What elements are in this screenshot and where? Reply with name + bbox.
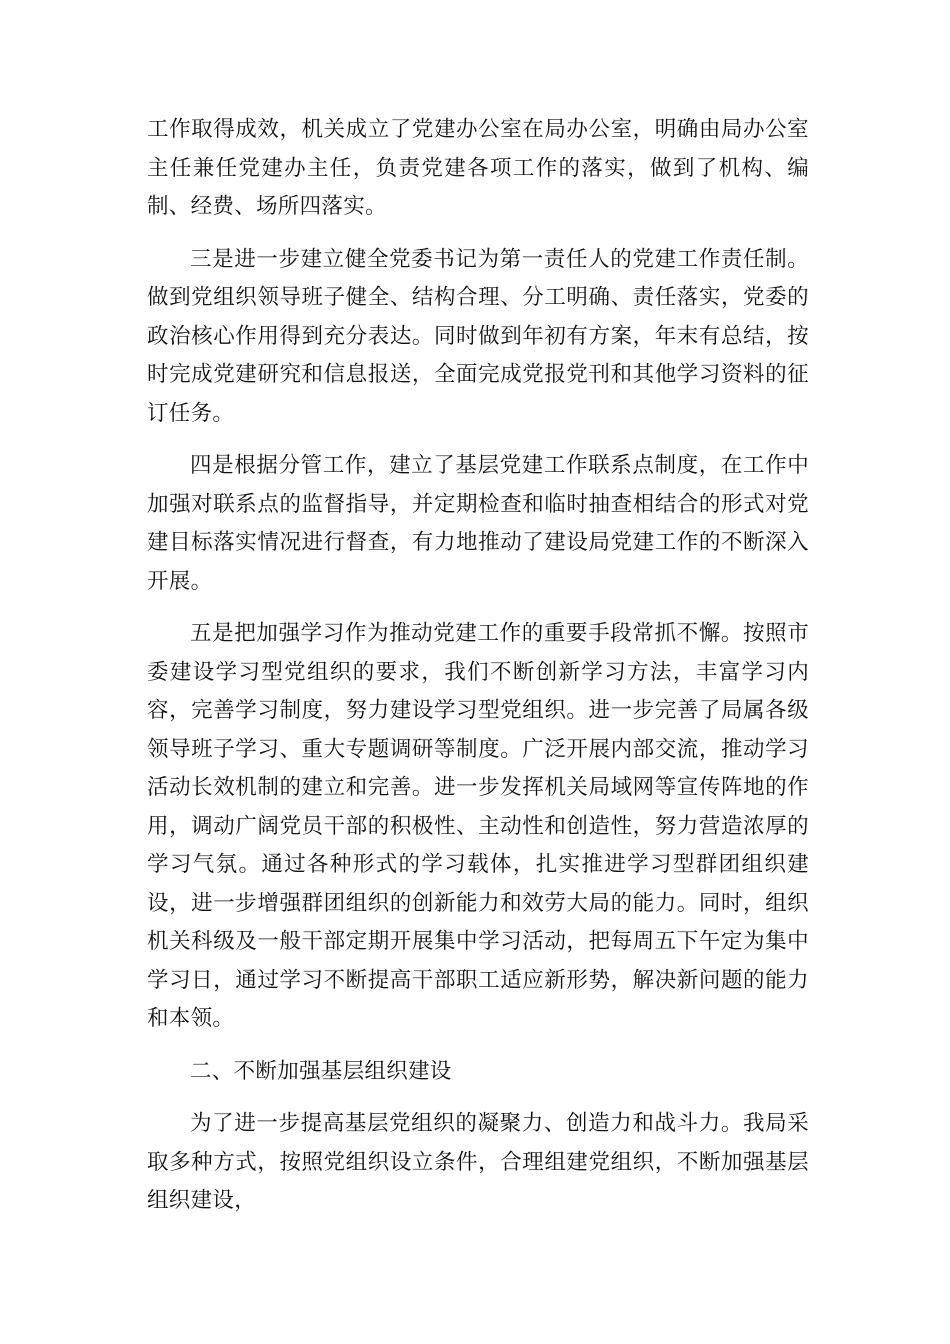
paragraph-four: 四是根据分管工作，建立了基层党建工作联系点制度，在工作中加强对联系点的监督指导，并定期检查和临时抽查相结合的形式对党建目标落实情况进行督查，有力地推动了建设局党建工作的不断深入开展。: [147, 453, 809, 594]
section-heading: 二、不断加强基层组织建设: [190, 1058, 452, 1084]
paragraph-three: 三是进一步建立健全党委书记为第一责任人的党建工作责任制。做到党组织领导班子健全、结构合理、分工明确、责任落实，党委的政治核心作用得到充分表达。同时做到年初有方案，年末有总结，按时完成党建研究和信息报送，全面完成党报党刊和其他学习资料的征订任务。: [147, 246, 809, 426]
closing-paragraph: 为了进一步提高基层党组织的凝聚力、创造力和战斗力。我局采取多种方式，按照党组织设立条件，合理组建党组织，不断加强基层组织建设，: [147, 1111, 809, 1213]
paragraph-five: 五是把加强学习作为推动党建工作的重要手段常抓不懈。按照市委建设学习型党组织的要求，我们不断创新学习方法，丰富学习内容，完善学习制度，努力建设学习型党组织。进一步完善了局属各级领导班子学习、重大专题调研等制度。广泛开展内部交流，推动学习活动长效机制的建立和完善。进一步发挥机关局域网等宣传阵地的作用，调动广阔党员干部的积极性、主动性和创造性，努力营造浓厚的学习气氛。通过各种形式的学习载体，扎实推进学习型群团组织建设，进一步增强群团组织的创新能力和效劳大局的能力。同时，组织机关科级及一般干部定期开展集中学习活动，把每周五下午定为集中学习日，通过学习不断提高干部职工适应新形势，解决新问题的能力和本领。: [147, 621, 809, 1031]
document-body: [147, 111, 809, 1235]
paragraph-continuation: 工作取得成效，机关成立了党建办公室在局办公室，明确由局办公室主任兼任党建办主任，负责党建各项工作的落实，做到了机构、编制、经费、场所四落实。: [147, 117, 809, 219]
